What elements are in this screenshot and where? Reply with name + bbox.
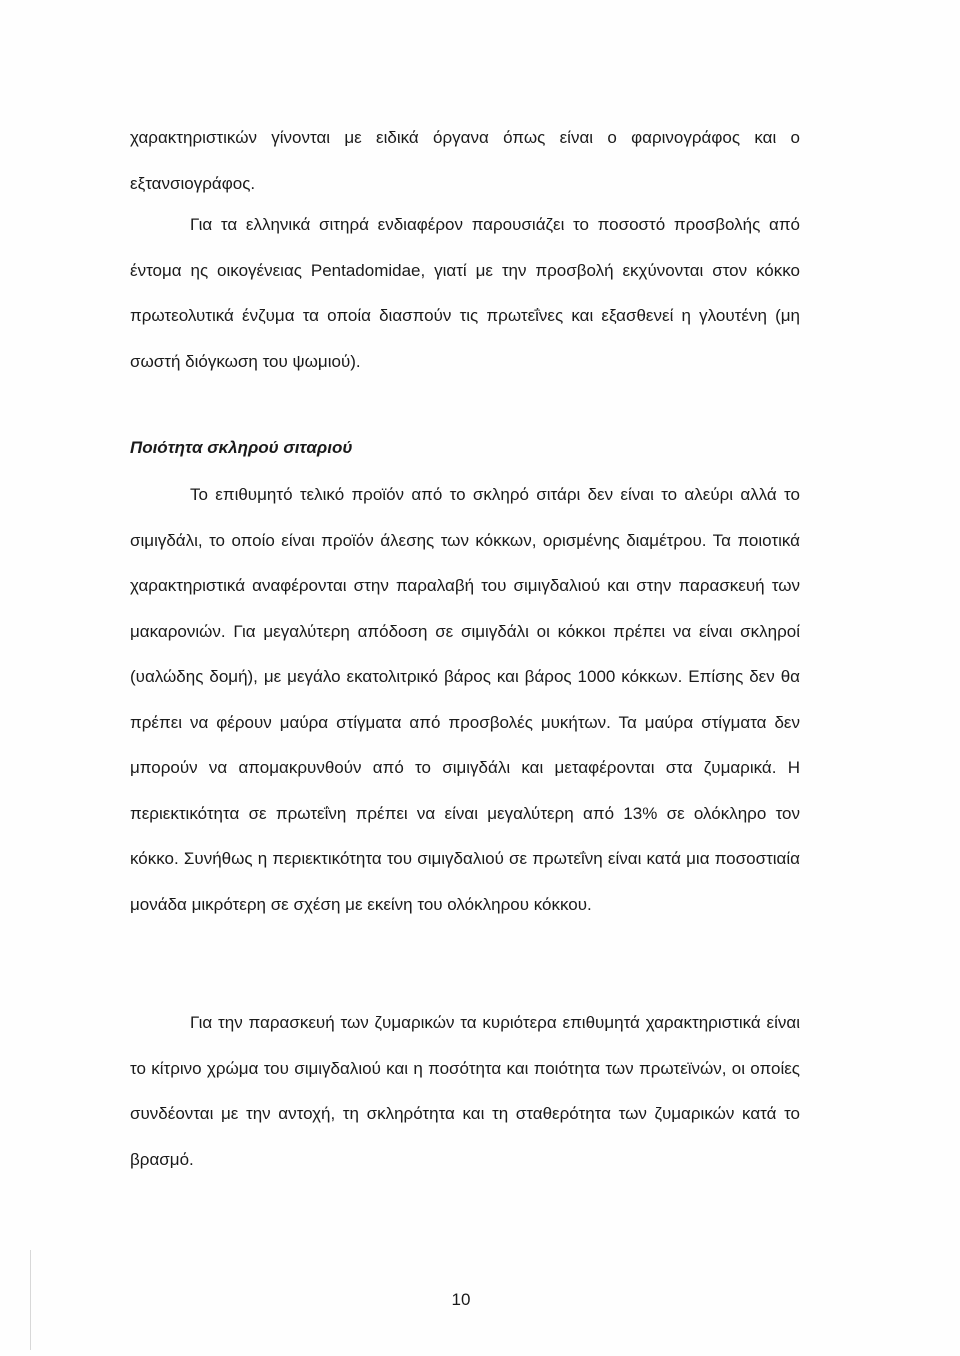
section-heading: Ποιότητα σκληρού σιταριού (130, 438, 353, 457)
paragraph-durum-quality: Το επιθυμητό τελικό προϊόν από το σκληρό σιτάρι δεν είναι το αλεύρι αλλά το σιμιγδάλι, το οποίο είναι προϊόν άλεσης των κόκκων, ορισμένης διαμέτρου. Τα ποιοτικά χαρακτηριστικά αναφέρονται στην παραλαβή του σιμιγδαλιού και στην παρασκευή των μακαρονιών. Για μεγαλύτερη απόδοση σε σιμιγδάλι οι κόκκοι πρέπει να είναι σκληροί (υαλώδης δομή), με μεγάλο εκατολιτρικό βάρος και βάρος 1000 κόκκων. Επίσης δεν θα πρέπει να φέρουν μαύρα στίγματα από προσβολές μυκήτων. Τα μαύρα στίγματα δεν μπορούν να απομακρυνθούν από το σιμιγδάλι και μεταφέρονται στα ζυμαρικά. Η περιεκτικότητα σε πρωτεΐνη πρέπει να είναι μεγαλύτερη από 13% σε ολόκληρο τον κόκκο. Συνήθως η περιεκτικότητα του σιμιγδαλιού σε πρωτεΐνη είναι κατά μια ποσοστιαία μονάδα μικρότερη σε σχέση με εκείνη του ολόκληρου κόκκου. (130, 485, 800, 914)
paragraph-pasta-characteristics: Για την παρασκευή των ζυμαρικών τα κυριότερα επιθυμητά χαρακτηριστικά είναι το κίτρινο χρώμα του σιμιγδαλιού και η ποσότητα και ποιότητα των πρωτεϊνών, οι οποίες συνδέονται με την αντοχή, τη σκληρότητα και τη σταθερότητα των ζυμαρικών κατά το βρασμό. (130, 1013, 800, 1169)
paragraph-insect-damage: Για τα ελληνικά σιτηρά ενδιαφέρον παρουσιάζει το ποσοστό προσβολής από έντομα ης οικογένειας Pentadomidae, γιατί με την προσβολή εκχύνονται στον κόκκο πρωτεολυτικά ένζυμα τα οποία διασπούν τις πρωτεΐνες και εξασθενεί η γλουτένη (μη σωστή διόγκωση του ψωμιού). (130, 215, 800, 371)
page-number: 10 (451, 1290, 471, 1309)
paragraph-continued: χαρακτηριστικών γίνονται με ειδικά όργανα όπως είναι ο φαρινογράφος και ο εξτανσιογράφος. (130, 128, 800, 193)
